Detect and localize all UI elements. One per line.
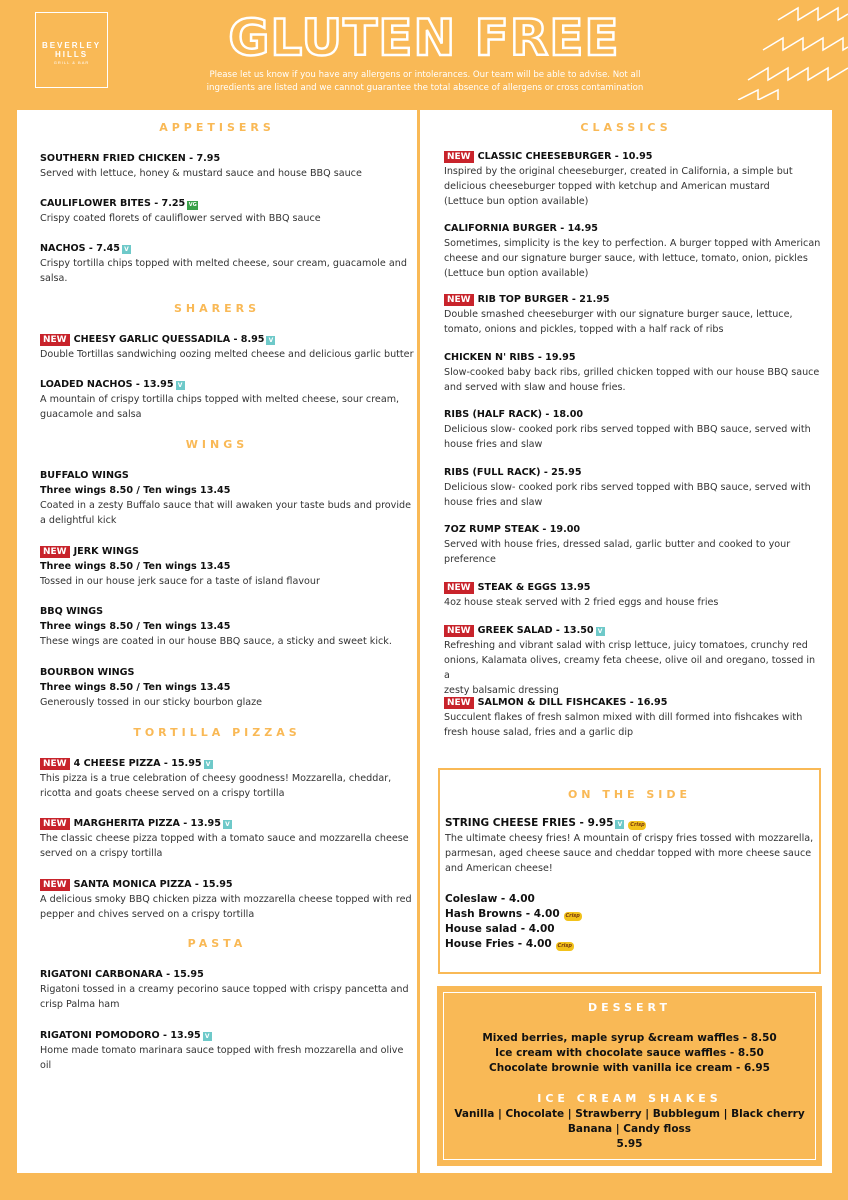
menu-item bbox=[444, 292, 824, 337]
item-desc: The classic cheese pizza topped with a tomato sauce and mozzarella cheese bbox=[40, 833, 409, 844]
crisp-badge: Crisp bbox=[630, 822, 645, 828]
item-desc: house fries and slaw bbox=[444, 439, 543, 450]
side-item: Coleslaw - 4.00 bbox=[445, 893, 535, 905]
item-desc: Refreshing and vibrant salad with crisp lettuce, juicy tomatoes, crunchy red bbox=[444, 640, 808, 651]
item-name: BUFFALO WINGS bbox=[40, 470, 129, 481]
item-name: BOURBON WINGS bbox=[40, 667, 135, 678]
page-title: GLUTEN FREE bbox=[228, 9, 620, 67]
item-name: CAULIFLOWER BITES - 7.25 bbox=[40, 198, 186, 209]
item-desc: Slow-cooked baby back ribs, grilled chicken topped with our house BBQ sauce bbox=[444, 367, 820, 378]
item-desc: house fries and slaw bbox=[444, 497, 543, 508]
zigzag-decoration-icon bbox=[738, 0, 848, 100]
shakes-flavours: Banana | Candy floss bbox=[567, 1123, 692, 1135]
menu-item bbox=[40, 544, 415, 589]
veg-badge: V bbox=[596, 627, 605, 636]
new-badge: NEW bbox=[40, 879, 70, 891]
menu-item bbox=[40, 877, 415, 922]
veg-badge: V bbox=[204, 760, 213, 769]
item-desc: Generously tossed in our sticky bourbon glaze bbox=[40, 697, 263, 708]
item-name: CHEESY GARLIC QUESSADILA - 8.95 bbox=[73, 334, 265, 345]
item-name: 4 CHEESE PIZZA - 15.95 bbox=[73, 758, 202, 769]
side-list bbox=[445, 892, 582, 952]
item-desc: Tossed in our house jerk sauce for a taste of island flavour bbox=[40, 576, 320, 587]
shakes-flavours: Vanilla | Chocolate | Strawberry | Bubblegum | Black cherry bbox=[454, 1108, 805, 1120]
item-desc: (Lettuce bun option available) bbox=[444, 268, 589, 279]
section-title-sharers: SHARERS bbox=[173, 302, 261, 315]
vegan-badge: VG bbox=[188, 202, 197, 208]
menu-item bbox=[444, 695, 824, 740]
logo-line3: GRILL & BAR bbox=[53, 60, 90, 65]
item-desc: The ultimate cheesy fries! A mountain of crispy fries tossed with mozzarella, bbox=[445, 833, 814, 844]
item-name: RIBS (FULL RACK) - 25.95 bbox=[444, 467, 582, 478]
crisp-badge: Crisp bbox=[557, 943, 572, 949]
menu-item bbox=[40, 1028, 415, 1073]
new-badge: NEW bbox=[40, 334, 70, 346]
item-desc: Inspired by the original cheeseburger, created in California, a simple but bbox=[444, 166, 793, 177]
item-desc: crisp Palma ham bbox=[40, 999, 120, 1010]
item-desc: salsa. bbox=[40, 273, 68, 284]
menu-item bbox=[40, 196, 410, 226]
section-title-ice-cream-shakes: ICE CREAM SHAKES bbox=[537, 1092, 722, 1105]
veg-badge: V bbox=[223, 820, 232, 829]
section-title-dessert: DESSERT bbox=[588, 1001, 671, 1014]
item-name: CLASSIC CHEESEBURGER - 10.95 bbox=[477, 151, 653, 162]
menu-item bbox=[444, 149, 824, 209]
item-name: GREEK SALAD - 13.50 bbox=[477, 625, 594, 636]
menu-item bbox=[444, 407, 824, 452]
veg-badge: V bbox=[122, 245, 131, 254]
item-desc: Succulent flakes of fresh salmon mixed with dill formed into fishcakes with bbox=[444, 712, 803, 723]
menu-item bbox=[444, 623, 824, 698]
item-name: RIGATONI POMODORO - 13.95 bbox=[40, 1030, 201, 1041]
menu-item bbox=[40, 468, 415, 528]
new-badge: NEW bbox=[40, 818, 70, 830]
item-price-options: Three wings 8.50 / Ten wings 13.45 bbox=[40, 561, 231, 572]
item-name: SALMON & DILL FISHCAKES - 16.95 bbox=[477, 697, 668, 708]
item-desc: preference bbox=[444, 554, 496, 565]
logo-line2: HILLS bbox=[54, 50, 89, 59]
item-name: SOUTHERN FRIED CHICKEN - 7.95 bbox=[40, 153, 221, 164]
item-desc: A mountain of crispy tortilla chips topped with melted cheese, sour cream, bbox=[40, 394, 400, 405]
item-desc: Coated in a zesty Buffalo sauce that will awaken your taste buds and provide bbox=[40, 500, 412, 511]
new-badge: NEW bbox=[40, 546, 70, 558]
new-badge: NEW bbox=[40, 758, 70, 770]
item-price-options: Three wings 8.50 / Ten wings 13.45 bbox=[40, 621, 231, 632]
veg-badge: V bbox=[176, 381, 185, 390]
section-title-pasta: PASTA bbox=[187, 937, 247, 950]
item-name: CHICKEN N' RIBS - 19.95 bbox=[444, 352, 576, 363]
section-title-tortilla-pizzas: TORTILLA PIZZAS bbox=[133, 726, 301, 739]
item-name: SANTA MONICA PIZZA - 15.95 bbox=[73, 879, 233, 890]
item-desc: Served with lettuce, honey & mustard sauce and house BBQ sauce bbox=[40, 168, 362, 179]
item-desc: pepper and chives served on a crispy tortilla bbox=[40, 909, 255, 920]
veg-badge: V bbox=[266, 336, 275, 345]
crisp-badge: Crisp bbox=[565, 913, 580, 919]
item-desc: Rigatoni tossed in a creamy pecorino sauce topped with crispy pancetta and bbox=[40, 984, 409, 995]
dessert-list bbox=[443, 1031, 816, 1076]
item-desc: This pizza is a true celebration of cheesy goodness! Mozzarella, cheddar, bbox=[40, 773, 392, 784]
menu-item bbox=[40, 241, 410, 286]
item-desc: Served with house fries, dressed salad, garlic butter and cooked to your bbox=[444, 539, 791, 550]
item-desc: Double smashed cheeseburger with our signature burger sauce, lettuce, bbox=[444, 309, 793, 320]
logo-line1: BEVERLEY bbox=[41, 41, 102, 50]
item-desc: cheese and our signature burger sauce, with lettuce, tomato, onion, pickles bbox=[444, 253, 808, 264]
item-desc: 4oz house steak served with 2 fried eggs and house fries bbox=[444, 597, 719, 608]
item-name: RIB TOP BURGER - 21.95 bbox=[477, 294, 610, 305]
item-name: STRING CHEESE FRIES - 9.95 bbox=[445, 817, 614, 829]
menu-item bbox=[444, 465, 824, 510]
menu-item bbox=[40, 665, 415, 710]
menu-item bbox=[40, 604, 415, 649]
menu-item bbox=[40, 332, 415, 362]
dessert-item: Mixed berries, maple syrup &cream waffles - 8.50 bbox=[482, 1032, 777, 1044]
new-badge: NEW bbox=[444, 294, 474, 306]
veg-badge: V bbox=[615, 820, 624, 829]
menu-item bbox=[40, 756, 415, 801]
side-item: Hash Browns - 4.00 Crisp bbox=[445, 908, 580, 920]
item-desc: and served with slaw and house fries. bbox=[444, 382, 626, 393]
menu-item bbox=[40, 816, 415, 861]
item-price-options: Three wings 8.50 / Ten wings 13.45 bbox=[40, 485, 231, 496]
menu-item bbox=[40, 377, 410, 422]
menu-item bbox=[444, 221, 824, 281]
item-desc: A delicious smoky BBQ chicken pizza with mozzarella cheese topped with red bbox=[40, 894, 412, 905]
item-name: NACHOS - 7.45 bbox=[40, 243, 120, 254]
item-desc: onions, Kalamata olives, creamy feta cheese, olive oil and oregano, tossed in a bbox=[444, 655, 816, 681]
allergen-notice: Please let us know if you have any allergens or intolerances. Our team will be able to advise. Not all ingredients are listed and we cannot guarantee the total absence of allergens or cross contamination bbox=[206, 70, 644, 93]
item-name: RIGATONI CARBONARA - 15.95 bbox=[40, 969, 204, 980]
dessert-item: Chocolate brownie with vanilla ice cream - 6.95 bbox=[489, 1062, 770, 1074]
new-badge: NEW bbox=[444, 582, 474, 594]
new-badge: NEW bbox=[444, 697, 474, 709]
veg-badge: V bbox=[203, 1032, 212, 1041]
item-desc: These wings are coated in our house BBQ sauce, a sticky and sweet kick. bbox=[40, 636, 392, 647]
dessert-item: Ice cream with chocolate sauce waffles - 8.50 bbox=[495, 1047, 764, 1059]
shakes-list bbox=[443, 1107, 816, 1152]
section-title-on-the-side: ON THE SIDE bbox=[567, 788, 692, 801]
item-name: JERK WINGS bbox=[73, 546, 139, 557]
item-desc: delicious cheeseburger topped with ketchup and American mustard bbox=[444, 181, 770, 192]
item-desc: and American cheese! bbox=[445, 863, 553, 874]
item-name: STEAK & EGGS 13.95 bbox=[477, 582, 591, 593]
item-desc: Double Tortillas sandwiching oozing melted cheese and delicious garlic butter bbox=[40, 349, 414, 360]
item-desc: ricotta and goats cheese served on a crispy tortilla bbox=[40, 788, 285, 799]
side-item: House salad - 4.00 bbox=[445, 923, 555, 935]
column-divider bbox=[417, 110, 420, 1173]
side-item: House Fries - 4.00 Crisp bbox=[445, 938, 572, 950]
section-title-wings: WINGS bbox=[185, 438, 249, 451]
item-desc: Crispy tortilla chips topped with melted cheese, sour cream, guacamole and bbox=[40, 258, 407, 269]
item-desc: parmesan, aged cheese sauce and cheddar topped with more cheese sauce bbox=[445, 848, 812, 859]
new-badge: NEW bbox=[444, 625, 474, 637]
menu-item bbox=[40, 967, 415, 1012]
item-name: RIBS (HALF RACK) - 18.00 bbox=[444, 409, 584, 420]
shakes-price: 5.95 bbox=[616, 1138, 643, 1150]
item-desc: a delightful kick bbox=[40, 515, 117, 526]
item-desc: (Lettuce bun option available) bbox=[444, 196, 589, 207]
section-title-classics: CLASSICS bbox=[580, 121, 672, 134]
item-desc: zesty balsamic dressing bbox=[444, 685, 559, 696]
item-desc: oil bbox=[40, 1060, 52, 1071]
item-desc: served on a crispy tortilla bbox=[40, 848, 163, 859]
item-name: MARGHERITA PIZZA - 13.95 bbox=[73, 818, 221, 829]
item-name: LOADED NACHOS - 13.95 bbox=[40, 379, 174, 390]
menu-item bbox=[444, 522, 824, 567]
item-desc: Home made tomato marinara sauce topped with fresh mozzarella and olive bbox=[40, 1045, 404, 1056]
menu-item bbox=[445, 816, 817, 876]
item-desc: guacamole and salsa bbox=[40, 409, 142, 420]
header bbox=[0, 0, 848, 100]
section-title-appetisers: APPETISERS bbox=[159, 121, 275, 134]
item-desc: Sometimes, simplicity is the key to perfection. A burger topped with American bbox=[444, 238, 821, 249]
item-name: CALIFORNIA BURGER - 14.95 bbox=[444, 223, 598, 234]
item-desc: Delicious slow- cooked pork ribs served topped with BBQ sauce, served with bbox=[444, 482, 811, 493]
item-desc: tomato, onions and pickles, topped with a half rack of ribs bbox=[444, 324, 724, 335]
menu-item bbox=[40, 151, 410, 181]
item-name: BBQ WINGS bbox=[40, 606, 104, 617]
menu-item bbox=[444, 580, 824, 610]
item-name: 7OZ RUMP STEAK - 19.00 bbox=[444, 524, 581, 535]
item-desc: Delicious slow- cooked pork ribs served topped with BBQ sauce, served with bbox=[444, 424, 811, 435]
item-desc: fresh house salad, fries and a garlic dip bbox=[444, 727, 634, 738]
menu-item bbox=[444, 350, 824, 395]
item-desc: Crispy coated florets of cauliflower served with BBQ sauce bbox=[40, 213, 321, 224]
item-price-options: Three wings 8.50 / Ten wings 13.45 bbox=[40, 682, 231, 693]
new-badge: NEW bbox=[444, 151, 474, 163]
